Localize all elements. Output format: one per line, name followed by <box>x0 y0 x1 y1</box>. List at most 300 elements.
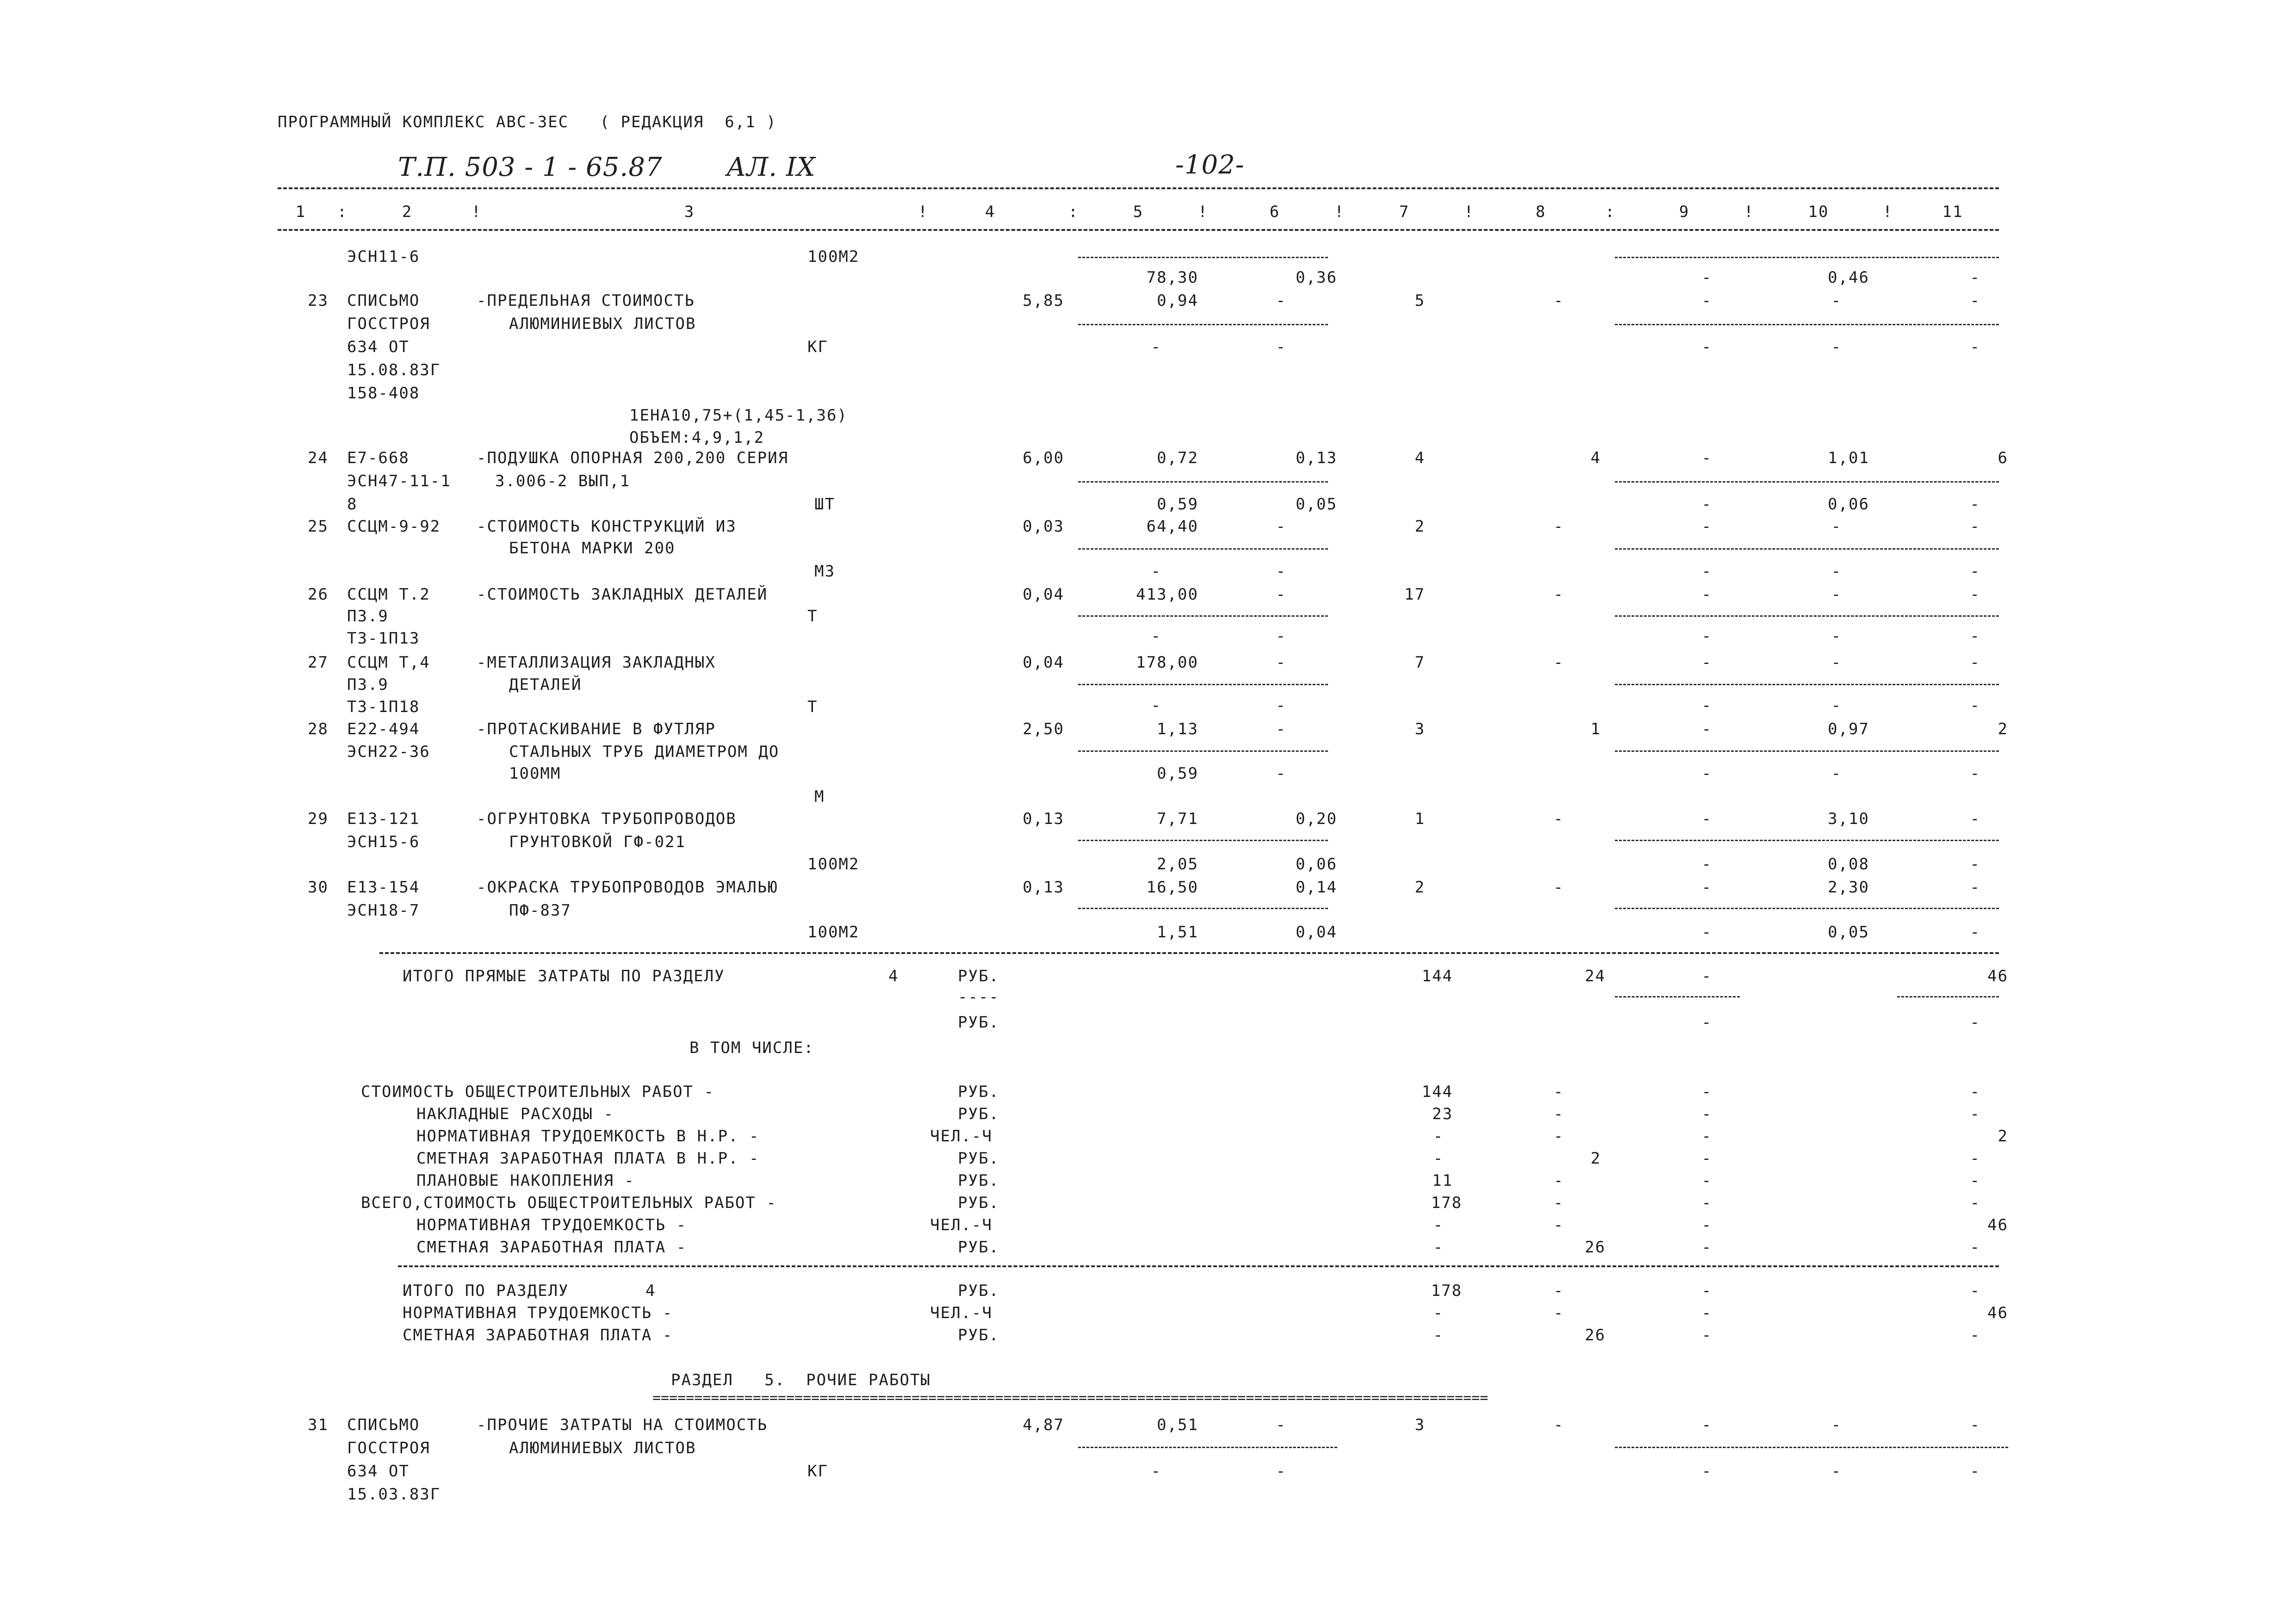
row-c5: 1,13 <box>1157 720 1198 738</box>
program-title: ПРОГРАММНЫЙ КОМПЛЕКС АВС-ЗЕС ( РЕДАКЦИЯ 6,1 ) <box>278 113 777 131</box>
row-c7: 2 <box>1415 878 1425 897</box>
row-name: ПФ-837 <box>509 901 571 920</box>
breakdown-c8: - <box>1553 1171 1564 1190</box>
breakdown-label: СМЕТНАЯ ЗАРАБОТНАЯ ПЛАТА - <box>416 1238 687 1257</box>
row-c6: - <box>1276 764 1286 783</box>
subrule <box>1078 548 1328 550</box>
row-code: 8 <box>347 495 358 514</box>
col-header-sep: ! <box>1882 203 1893 221</box>
row-c9: - <box>1701 923 1712 942</box>
section-total-label: ИТОГО ПО РАЗДЕЛУ <box>403 1282 569 1300</box>
header-rule <box>278 187 1999 189</box>
breakdown-c7: 144 <box>1421 1083 1453 1101</box>
total-unit: РУБ. <box>958 967 999 985</box>
row-c7: 17 <box>1404 585 1425 604</box>
row-number: 26 <box>308 585 329 604</box>
breakdown-label: НОРМАТИВНАЯ ТРУДОЕМКОСТЬ В Н.Р. - <box>416 1127 760 1146</box>
row-c5: 0,51 <box>1157 1416 1198 1434</box>
section-total-label: НОРМАТИВНАЯ ТРУДОЕМКОСТЬ - <box>403 1304 673 1322</box>
row-code: Е7-668 <box>347 449 410 467</box>
breakdown-c9: - <box>1701 1127 1712 1146</box>
col-header-10: 10 <box>1808 203 1829 221</box>
row-c6: - <box>1276 562 1286 581</box>
row-c6: - <box>1276 338 1286 356</box>
col-header-sep: ! <box>471 203 482 221</box>
row-c11: - <box>1970 923 1980 942</box>
breakdown-label: НАКЛАДНЫЕ РАСХОДЫ - <box>416 1105 614 1123</box>
row-unit: Т <box>807 698 818 716</box>
row-c6: - <box>1276 585 1286 604</box>
row-c9: - <box>1701 696 1712 715</box>
breakdown-c8: 26 <box>1585 1238 1606 1257</box>
breakdown-c11: - <box>1970 1149 1980 1168</box>
breakdown-c11: 46 <box>1987 1216 2008 1234</box>
row-c7: 5 <box>1415 291 1425 310</box>
row-number: 30 <box>308 878 329 897</box>
row-c6: - <box>1276 627 1286 645</box>
row-c6: 0,20 <box>1296 810 1337 828</box>
breakdown-label: НОРМАТИВНАЯ ТРУДОЕМКОСТЬ - <box>416 1216 687 1234</box>
row-code: 634 ОТ <box>347 338 410 356</box>
row-c11: 2 <box>1998 720 2008 738</box>
row-code: ЭСН22-36 <box>347 743 430 761</box>
breakdown-c7: 178 <box>1431 1194 1462 1212</box>
row-code: 15.08.83Г <box>347 361 441 379</box>
col-header-3: 3 <box>684 203 695 221</box>
total-c9: - <box>1701 1013 1712 1032</box>
row-c9: - <box>1701 653 1712 672</box>
row-qty: 6,00 <box>1023 449 1064 467</box>
subrule <box>1615 257 1999 258</box>
row-c10: 2,30 <box>1828 878 1869 897</box>
subrule <box>1615 481 1999 483</box>
row-c5: - <box>1151 338 1161 356</box>
row-c9: - <box>1701 449 1712 467</box>
subrule <box>1615 1447 2008 1448</box>
row-c8: - <box>1553 585 1564 604</box>
row-name: АЛЮМИНИЕВЫХ ЛИСТОВ <box>509 315 696 333</box>
breakdown-c7: 11 <box>1432 1171 1453 1190</box>
row-c10: - <box>1831 291 1842 310</box>
row-c5: 78,30 <box>1146 268 1198 287</box>
row-number: 24 <box>308 449 329 467</box>
breakdown-c9: - <box>1701 1238 1712 1257</box>
section-total-num: 4 <box>645 1282 656 1300</box>
col-header-sep: ! <box>918 203 929 221</box>
row-c6: 0,36 <box>1296 268 1337 287</box>
row-c6: 0,14 <box>1296 878 1337 897</box>
totals-rule <box>379 952 1999 954</box>
section-total-c7: - <box>1433 1304 1444 1322</box>
row-unit: М <box>814 787 825 806</box>
subrule <box>1615 750 1999 752</box>
row-name: -ОКРАСКА ТРУБОПРОВОДОВ ЭМАЛЬЮ <box>477 878 778 897</box>
section-5-title: РАЗДЕЛ 5. РОЧИЕ РАБОТЫ <box>671 1371 931 1389</box>
row-c9: - <box>1701 268 1712 287</box>
row-code: СПИСЬМО <box>347 291 420 310</box>
row-c10: - <box>1831 562 1842 581</box>
total-label: ИТОГО ПРЯМЫЕ ЗАТРАТЫ ПО РАЗДЕЛУ <box>403 967 725 985</box>
subrule <box>1078 908 1328 909</box>
section-total-c11: - <box>1970 1282 1980 1300</box>
row-c5: 2,05 <box>1157 855 1198 873</box>
section-total-c11: - <box>1970 1326 1980 1344</box>
row-c9: - <box>1701 517 1712 536</box>
row-name: -ОГРУНТОВКА ТРУБОПРОВОДОВ <box>477 810 737 828</box>
row-c5: 64,40 <box>1146 517 1198 536</box>
breakdown-unit: РУБ. <box>958 1083 999 1101</box>
row-name: ГРУНТОВКОЙ ГФ-021 <box>509 833 686 851</box>
row-c10: 0,06 <box>1828 495 1869 514</box>
row-code: ЭСН18-7 <box>347 901 420 920</box>
subrule <box>1078 481 1328 483</box>
subrule <box>1078 257 1328 258</box>
row-c11: - <box>1970 696 1980 715</box>
row-c10: 0,46 <box>1828 268 1869 287</box>
breakdown-label: СМЕТНАЯ ЗАРАБОТНАЯ ПЛАТА В Н.Р. - <box>416 1149 760 1168</box>
col-header-5: 5 <box>1133 203 1144 221</box>
row-c6: 0,13 <box>1296 449 1337 467</box>
breakdown-unit: РУБ. <box>958 1171 999 1190</box>
col-header-8: 8 <box>1535 203 1546 221</box>
album-number: АЛ. IX <box>726 152 816 182</box>
row-code: ССЦМ Т.2 <box>347 585 430 604</box>
row-c10: 1,01 <box>1828 449 1869 467</box>
row-c11: - <box>1970 1416 1980 1434</box>
row-c9: - <box>1701 562 1712 581</box>
breakdown-c11: - <box>1970 1238 1980 1257</box>
row-c11: - <box>1970 562 1980 581</box>
subrule <box>1897 996 1999 997</box>
row-c9: - <box>1701 878 1712 897</box>
row-name: -ПРОТАСКИВАНИЕ В ФУТЛЯР <box>477 720 716 738</box>
row-c9: - <box>1701 720 1712 738</box>
subrule <box>1078 615 1328 617</box>
subrule <box>1615 996 1740 997</box>
breakdown-c8: - <box>1553 1216 1564 1234</box>
row-c5: 1,51 <box>1157 923 1198 942</box>
row-c8: - <box>1553 878 1564 897</box>
row-code: ГОССТРОЯ <box>347 1439 430 1457</box>
row-c7: 3 <box>1415 720 1425 738</box>
section-total-c7: - <box>1433 1326 1444 1344</box>
total-c9: - <box>1701 967 1712 985</box>
row-c5: 7,71 <box>1157 810 1198 828</box>
row-c11: - <box>1970 855 1980 873</box>
total-unit: ---- <box>958 988 999 1006</box>
row-unit: ШТ <box>814 495 835 514</box>
row-c10: - <box>1831 1416 1842 1434</box>
row-number: 29 <box>308 810 329 828</box>
row-unit: КГ <box>807 338 828 356</box>
row-number: 23 <box>308 291 329 310</box>
row-c9: - <box>1701 1462 1712 1481</box>
row-code: СПИСЬМО <box>347 1416 420 1434</box>
section-total-unit: РУБ. <box>958 1282 999 1300</box>
breakdown-c7: 23 <box>1432 1105 1453 1123</box>
breakdown-c11: 2 <box>1998 1127 2008 1146</box>
row-c6: - <box>1276 696 1286 715</box>
breakdown-c9: - <box>1701 1083 1712 1101</box>
row-c11: - <box>1970 585 1980 604</box>
col-header-sep: : <box>1605 203 1616 221</box>
row-qty: 0,13 <box>1023 810 1064 828</box>
row-number: 28 <box>308 720 329 738</box>
row-name: -ПРЕДЕЛЬНАЯ СТОИМОСТЬ <box>477 291 695 310</box>
row-number: 27 <box>308 653 329 672</box>
row-qty: 2,50 <box>1023 720 1064 738</box>
row-code: Е13-121 <box>347 810 420 828</box>
row-unit: КГ <box>807 1462 828 1481</box>
breakdown-unit: РУБ. <box>958 1238 999 1257</box>
breakdown-c9: - <box>1701 1194 1712 1212</box>
row-c5: - <box>1151 562 1161 581</box>
row-c5: 0,72 <box>1157 449 1198 467</box>
col-header-1: 1 <box>295 203 306 221</box>
row0-unit: 100М2 <box>807 248 860 266</box>
row-code: П3.9 <box>347 607 389 626</box>
row-c8: - <box>1553 653 1564 672</box>
breakdown-unit: РУБ. <box>958 1194 999 1212</box>
breakdown-c8: 2 <box>1590 1149 1601 1168</box>
row-c6: - <box>1276 517 1286 536</box>
breakdown-c11: - <box>1970 1194 1980 1212</box>
row-c7: 7 <box>1415 653 1425 672</box>
row-c6: 0,05 <box>1296 495 1337 514</box>
row-c10: - <box>1831 764 1842 783</box>
row-c7: 2 <box>1415 517 1425 536</box>
breakdown-c7: - <box>1433 1127 1444 1146</box>
row-code: ЭСН15-6 <box>347 833 420 851</box>
row-c8: - <box>1553 810 1564 828</box>
section-total-c8: - <box>1553 1282 1564 1300</box>
row-code: 15.03.83Г <box>347 1485 441 1504</box>
breakdown-c8: - <box>1553 1194 1564 1212</box>
row-c8: - <box>1553 1416 1564 1434</box>
row-c7: 3 <box>1415 1416 1425 1434</box>
row-c11: - <box>1970 810 1980 828</box>
total-c11: 46 <box>1987 967 2008 985</box>
col-header-sep: ! <box>1464 203 1475 221</box>
breakdown-c9: - <box>1701 1105 1712 1123</box>
section-total-unit: ЧЕЛ.-Ч <box>930 1304 993 1322</box>
breakdown-c7: - <box>1433 1216 1444 1234</box>
row-c10: - <box>1831 1462 1842 1481</box>
section-total-c7: 178 <box>1431 1282 1462 1300</box>
section-total-c11: 46 <box>1987 1304 2008 1322</box>
row-number: 31 <box>308 1416 329 1434</box>
row-code: 158-408 <box>347 384 420 403</box>
row-c8: - <box>1553 291 1564 310</box>
row-c10: - <box>1831 338 1842 356</box>
row-c7: 4 <box>1415 449 1425 467</box>
row-c9: - <box>1701 627 1712 645</box>
subrule <box>1615 908 1999 909</box>
row-code: ССЦМ-9-92 <box>347 517 441 536</box>
row-c10: 0,97 <box>1828 720 1869 738</box>
col-header-4: 4 <box>985 203 996 221</box>
row-c10: - <box>1831 653 1842 672</box>
row-code: ССЦМ Т,4 <box>347 653 430 672</box>
row-c10: - <box>1831 517 1842 536</box>
total-c7: 144 <box>1421 967 1453 985</box>
row-name: -ПРОЧИЕ ЗАТРАТЫ НА СТОИМОСТЬ <box>477 1416 768 1434</box>
row-c5: 0,94 <box>1157 291 1198 310</box>
breakdown-c11: - <box>1970 1171 1980 1190</box>
row-c10: - <box>1831 627 1842 645</box>
col-header-7: 7 <box>1399 203 1410 221</box>
row0-code: ЭСН11-6 <box>347 248 420 266</box>
total-section: 4 <box>888 967 899 985</box>
breakdown-unit: РУБ. <box>958 1105 999 1123</box>
row-code: Т3-1П13 <box>347 629 420 648</box>
row-name: БЕТОНА МАРКИ 200 <box>509 539 676 558</box>
subrule <box>1615 684 1999 685</box>
row-c10: - <box>1831 585 1842 604</box>
row-c5: 178,00 <box>1136 653 1198 672</box>
row-c8: - <box>1553 517 1564 536</box>
breakdown-c7: - <box>1433 1238 1444 1257</box>
row-unit: М3 <box>814 562 835 581</box>
row-unit: 100М2 <box>807 855 860 873</box>
row-c9: - <box>1701 291 1712 310</box>
project-number: Т.П. 503 - 1 - 65.87 <box>398 152 663 182</box>
including-label: В ТОМ ЧИСЛЕ: <box>689 1039 814 1057</box>
total-c11: - <box>1970 1013 1980 1032</box>
row-c10: 0,05 <box>1828 923 1869 942</box>
row-name: -ПОДУШКА ОПОРНАЯ 200,200 СЕРИЯ <box>477 449 789 467</box>
row-qty: 0,03 <box>1023 517 1064 536</box>
breakdown-c11: - <box>1970 1105 1980 1123</box>
subrule <box>1078 750 1328 752</box>
row-qty: 0,04 <box>1023 653 1064 672</box>
row-c11: - <box>1970 1462 1980 1481</box>
row-qty: 5,85 <box>1023 291 1064 310</box>
row-c11: - <box>1970 291 1980 310</box>
subrule <box>1078 324 1328 325</box>
col-header-2: 2 <box>402 203 413 221</box>
row-c11: - <box>1970 517 1980 536</box>
col-header-6: 6 <box>1269 203 1280 221</box>
row-code: ЭСН47-11-1 <box>347 472 451 490</box>
row-c9: - <box>1701 1416 1712 1434</box>
subrule <box>1615 324 1999 325</box>
row-c11: - <box>1970 495 1980 514</box>
row-qty: 4,87 <box>1023 1416 1064 1434</box>
col-header-9: 9 <box>1679 203 1690 221</box>
row-c11: 6 <box>1998 449 2008 467</box>
breakdown-unit: РУБ. <box>958 1149 999 1168</box>
breakdown-c9: - <box>1701 1171 1712 1190</box>
row-c7: 1 <box>1415 810 1425 828</box>
row-c6: 0,04 <box>1296 923 1337 942</box>
row-c5: - <box>1151 1462 1161 1481</box>
row-code: 634 ОТ <box>347 1462 410 1481</box>
subrule <box>1078 1447 1337 1448</box>
row-c6: - <box>1276 720 1286 738</box>
col-header-sep: ! <box>1198 203 1209 221</box>
row-name: СТАЛЬНЫХ ТРУБ ДИАМЕТРОМ ДО <box>509 743 780 761</box>
row-c6: - <box>1276 653 1286 672</box>
section-total-rule <box>398 1265 1999 1267</box>
page-number: -102- <box>1175 150 1245 180</box>
breakdown-c9: - <box>1701 1149 1712 1168</box>
row-c10: 3,10 <box>1828 810 1869 828</box>
row-name: 100ММ <box>509 764 561 783</box>
row-qty: 0,13 <box>1023 878 1064 897</box>
section-total-c9: - <box>1701 1282 1712 1300</box>
subrule <box>1615 615 1999 617</box>
row-c5: - <box>1151 696 1161 715</box>
row-c10: - <box>1831 696 1842 715</box>
section-total-c9: - <box>1701 1326 1712 1344</box>
row-code: П3.9 <box>347 675 389 694</box>
row-code: ГОССТРОЯ <box>347 315 430 333</box>
col-header-11: 11 <box>1942 203 1963 221</box>
row-name: ДЕТАЛЕЙ <box>509 675 582 694</box>
col-header-sep: : <box>1068 203 1079 221</box>
double-rule: ==================================================================================================== <box>652 1390 1489 1406</box>
row-code: Е13-154 <box>347 878 420 897</box>
row-c8: 4 <box>1590 449 1601 467</box>
row-code: Т3-1П18 <box>347 698 420 716</box>
row-c10: 0,08 <box>1828 855 1869 873</box>
breakdown-c7: - <box>1433 1149 1444 1168</box>
column-header-rule <box>278 229 1999 231</box>
total-c8: 24 <box>1585 967 1606 985</box>
row-c6: - <box>1276 291 1286 310</box>
breakdown-label: ПЛАНОВЫЕ НАКОПЛЕНИЯ - <box>416 1171 635 1190</box>
row-c6: - <box>1276 1416 1286 1434</box>
subrule <box>1615 548 1999 550</box>
row-c11: - <box>1970 653 1980 672</box>
row-c5: 0,59 <box>1157 764 1198 783</box>
row-number: 25 <box>308 517 329 536</box>
row-name: -СТОИМОСТЬ КОНСТРУКЦИЙ ИЗ <box>477 517 737 536</box>
breakdown-c11: - <box>1970 1083 1980 1101</box>
row-c9: - <box>1701 338 1712 356</box>
section-total-label: СМЕТНАЯ ЗАРАБОТНАЯ ПЛАТА - <box>403 1326 673 1344</box>
breakdown-label: ВСЕГО,СТОИМОСТЬ ОБЩЕСТРОИТЕЛЬНЫХ РАБОТ - <box>361 1194 777 1212</box>
breakdown-c8: - <box>1553 1127 1564 1146</box>
row-c11: - <box>1970 268 1980 287</box>
row-c5: 0,59 <box>1157 495 1198 514</box>
col-header-sep: ! <box>1744 203 1755 221</box>
total-unit: РУБ. <box>958 1013 999 1032</box>
row-c9: - <box>1701 855 1712 873</box>
row-name: -СТОИМОСТЬ ЗАКЛАДНЫХ ДЕТАЛЕЙ <box>477 585 768 604</box>
breakdown-unit: ЧЕЛ.-Ч <box>930 1127 993 1146</box>
row-c9: - <box>1701 810 1712 828</box>
breakdown-c9: - <box>1701 1216 1712 1234</box>
section-total-c8: 26 <box>1585 1326 1606 1344</box>
row-c8: 1 <box>1590 720 1601 738</box>
breakdown-c8: - <box>1553 1083 1564 1101</box>
col-header-sep: : <box>337 203 348 221</box>
breakdown-label: СТОИМОСТЬ ОБЩЕСТРОИТЕЛЬНЫХ РАБОТ - <box>361 1083 714 1101</box>
section-total-unit: РУБ. <box>958 1326 999 1344</box>
row-name: -МЕТАЛЛИЗАЦИЯ ЗАКЛАДНЫХ <box>477 653 716 672</box>
breakdown-unit: ЧЕЛ.-Ч <box>930 1216 993 1234</box>
row-c5: 16,50 <box>1146 878 1198 897</box>
subrule <box>1078 840 1328 841</box>
row-qty: 0,04 <box>1023 585 1064 604</box>
row-c6: 0,06 <box>1296 855 1337 873</box>
row-name: АЛЮМИНИЕВЫХ ЛИСТОВ <box>509 1439 696 1457</box>
row-c5: 413,00 <box>1136 585 1198 604</box>
row-c6: - <box>1276 1462 1286 1481</box>
row-unit: 100М2 <box>807 923 860 942</box>
